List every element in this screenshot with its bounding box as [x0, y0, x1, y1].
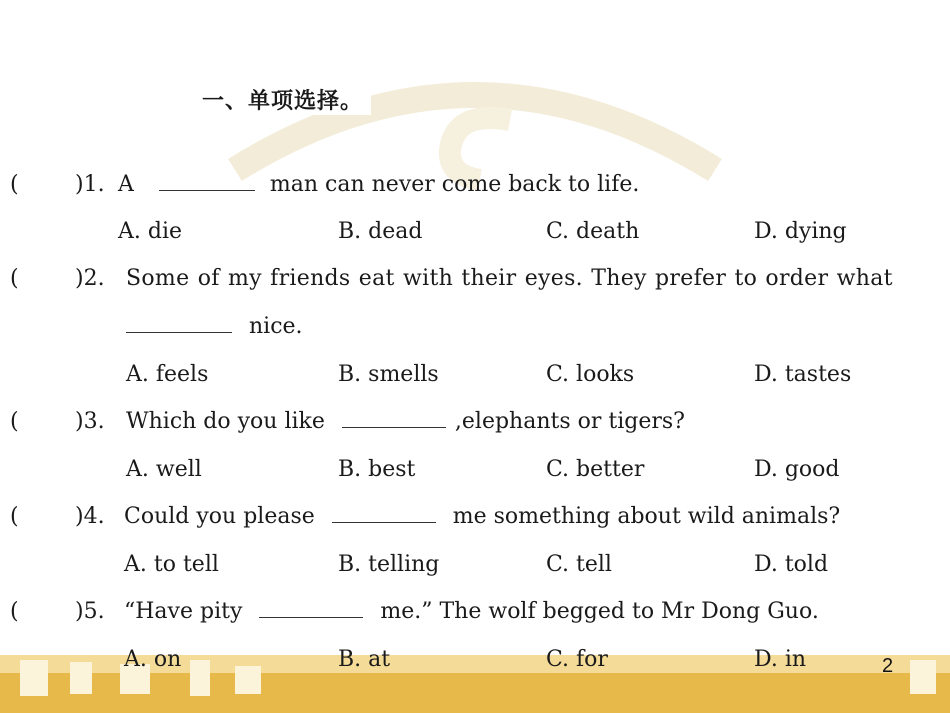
- answer-paren: (: [10, 172, 19, 197]
- question-number: )1.: [75, 172, 105, 197]
- stem-before-blank: “Have pity: [124, 599, 243, 624]
- stem-before-blank: Which do you like: [126, 409, 325, 434]
- question-stem-continued: [126, 314, 303, 339]
- band-window: [20, 660, 48, 696]
- section-title: 一、单项选择。: [200, 84, 371, 115]
- stem-after-blank: me.” The wolf begged to Mr Dong Guo.: [380, 599, 819, 624]
- stem-after-blank: man can never come back to life.: [269, 172, 640, 197]
- question-stem: [126, 266, 941, 291]
- stem-before-blank: A: [118, 172, 134, 197]
- option-c: C. looks: [546, 362, 635, 387]
- stem-before-blank: Some of my friends eat with their eyes. They prefer to order what: [126, 266, 893, 291]
- option-d: D. dying: [754, 219, 847, 244]
- answer-paren: (: [10, 504, 19, 529]
- stem-before-blank: Could you please: [124, 504, 315, 529]
- option-a: A. well: [126, 457, 202, 482]
- question-stem: [118, 172, 639, 197]
- band-window: [190, 660, 210, 696]
- question-number: )5.: [75, 599, 105, 624]
- option-a: A. feels: [126, 362, 209, 387]
- option-d: D. tastes: [754, 362, 852, 387]
- option-b: B. at: [338, 647, 391, 672]
- stem-after-blank: nice.: [249, 314, 303, 339]
- option-a: A. die: [118, 219, 183, 244]
- answer-paren: (: [10, 409, 19, 434]
- answer-paren: (: [10, 599, 19, 624]
- stem-after-blank: me something about wild animals?: [452, 504, 841, 529]
- watermark-logo-c: [450, 118, 510, 180]
- answer-paren: (: [10, 266, 19, 291]
- answer-blank: [259, 599, 363, 618]
- option-b: B. dead: [338, 219, 423, 244]
- option-d: D. good: [754, 457, 840, 482]
- option-a: A. on: [124, 647, 182, 672]
- answer-blank: [159, 172, 255, 191]
- band-window: [910, 660, 936, 694]
- answer-blank: [126, 314, 232, 333]
- question-number: )2.: [75, 266, 105, 291]
- question-stem: [126, 409, 685, 434]
- stem-after-blank: ,elephants or tigers?: [454, 409, 685, 434]
- band-window: [235, 666, 261, 694]
- band-window: [70, 662, 92, 694]
- question-number: )4.: [75, 504, 105, 529]
- option-b: B. telling: [338, 552, 440, 577]
- option-c: C. better: [546, 457, 645, 482]
- question-number: )3.: [75, 409, 105, 434]
- question-stem: [124, 599, 819, 624]
- answer-blank: [332, 504, 436, 523]
- option-c: C. for: [546, 647, 608, 672]
- option-b: B. best: [338, 457, 416, 482]
- option-a: A. to tell: [124, 552, 219, 577]
- option-d: D. told: [754, 552, 829, 577]
- question-stem: [124, 504, 840, 529]
- option-b: B. smells: [338, 362, 439, 387]
- option-c: C. death: [546, 219, 640, 244]
- answer-blank: [342, 409, 446, 428]
- option-c: C. tell: [546, 552, 612, 577]
- page-number: 2: [882, 655, 894, 677]
- option-d: D. in: [754, 647, 807, 672]
